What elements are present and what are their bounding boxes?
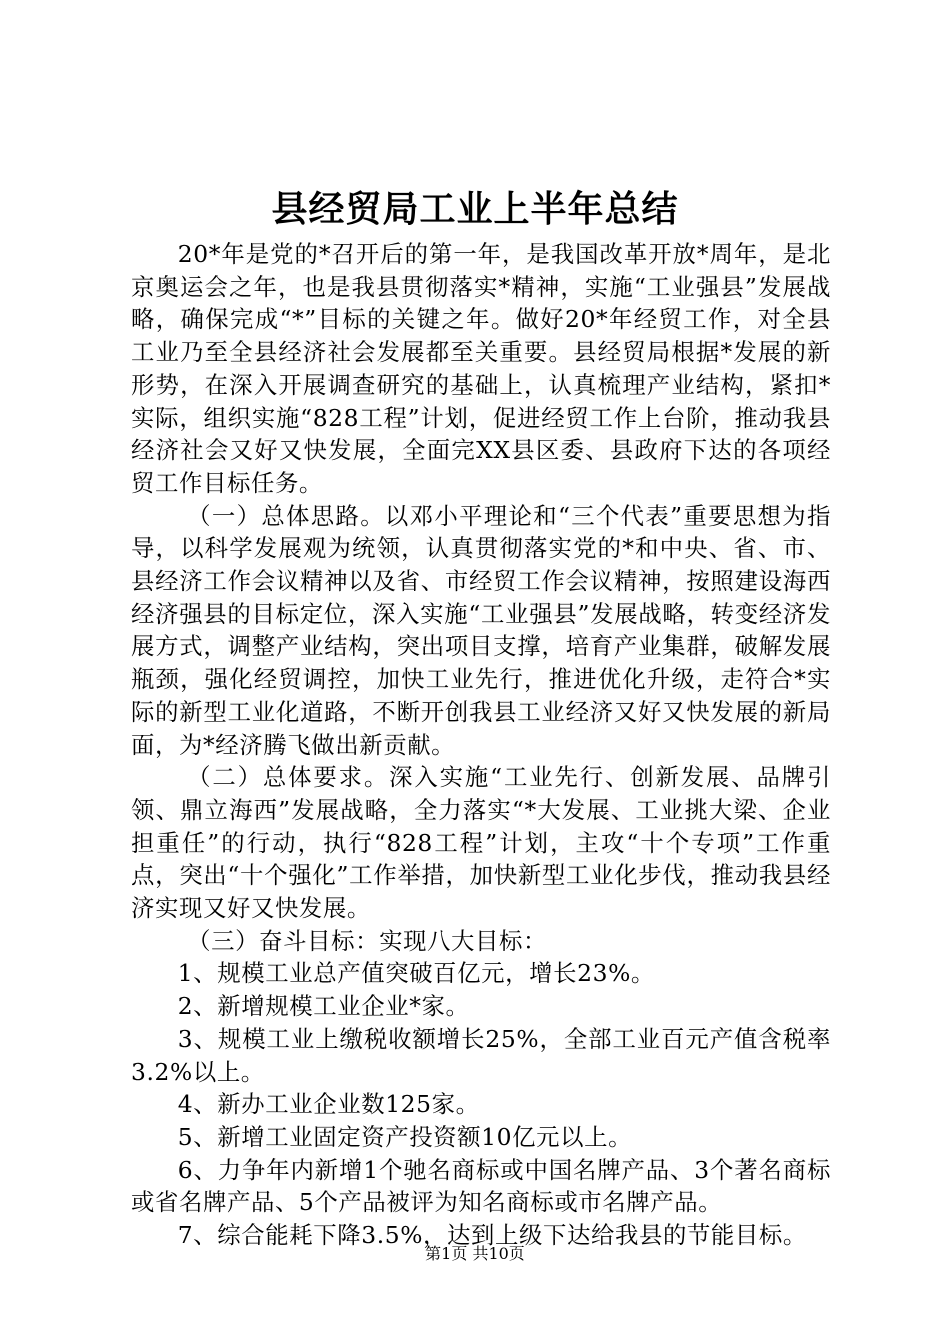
paragraph-overall-requirements: （二）总体要求。深入实施“工业先行、创新发展、品牌引领、鼎立海西”发展战略，全力落实“*大发展、工业挑大梁、企业担重任”的行动，执行“828工程”计划，主攻“十个专项”工作重点，突出“十个强化”工作举措，加快新型工业化步伐，推动我县经济实现又好又快发展。 <box>131 763 831 923</box>
goal-item-5: 5、新增工业固定资产投资额10亿元以上。 <box>177 1122 633 1151</box>
page-number-footer: 第1页 共10页 <box>425 1244 525 1263</box>
goal-item-3: 3、规模工业上缴税收额增长25%，全部工业百元产值含税率3.2%以上。 <box>131 1024 831 1086</box>
goal-item-6: 6、力争年内新增1个驰名商标或中国名牌产品、3个著名商标或省名牌产品、5个产品被评为知名商标或市名牌产品。 <box>131 1155 831 1217</box>
goal-item-2: 2、新增规模工业企业*家。 <box>177 992 470 1021</box>
goal-item-1: 1、规模工业总产值突破百亿元，增长23%。 <box>177 959 655 988</box>
goal-item-4: 4、新办工业企业数125家。 <box>177 1090 480 1119</box>
document-title: 县经贸局工业上半年总结 <box>271 188 679 230</box>
paragraph-intro: 20*年是党的*召开后的第一年，是我国改革开放*周年，是北京奥运会之年，也是我县贯彻落实*精神，实施“工业强县”发展战略，确保完成“*”目标的关键之年。做好20*年经贸工作，对全县工业乃至全县经济社会发展都至关重要。县经贸局根据*发展的新形势，在深入开展调查研究的基础上，认真梳理产业结构，紧扣*实际，组织实施“828工程”计划，促进经贸工作上台阶，推动我县经济社会又好又快发展，全面完XX县区委、县政府下达的各项经贸工作目标任务。 <box>131 240 831 497</box>
paragraph-goals-heading: （三）奋斗目标：实现八大目标： <box>187 926 548 955</box>
paragraph-overall-thinking: （一）总体思路。以邓小平理论和“三个代表”重要思想为指导，以科学发展观为统领，认真贯彻落实党的*和中央、省、市、县经济工作会议精神以及省、市经贸工作会议精神，按照建设海西经济强县的目标定位，深入实施“工业强县”发展战略，转变经济发展方式，调整产业结构，突出项目支撑，培育产业集群，破解发展瓶颈，强化经贸调控，加快工业先行，推进优化升级，走符合*实际的新型工业化道路，不断开创我县工业经济又好又快发展的新局面，为*经济腾飞做出新贡献。 <box>131 501 831 759</box>
goal-item-7: 7、综合能耗下降3.5%，达到上级下达给我县的节能目标。 <box>177 1221 807 1250</box>
document-body <box>131 238 831 1252</box>
